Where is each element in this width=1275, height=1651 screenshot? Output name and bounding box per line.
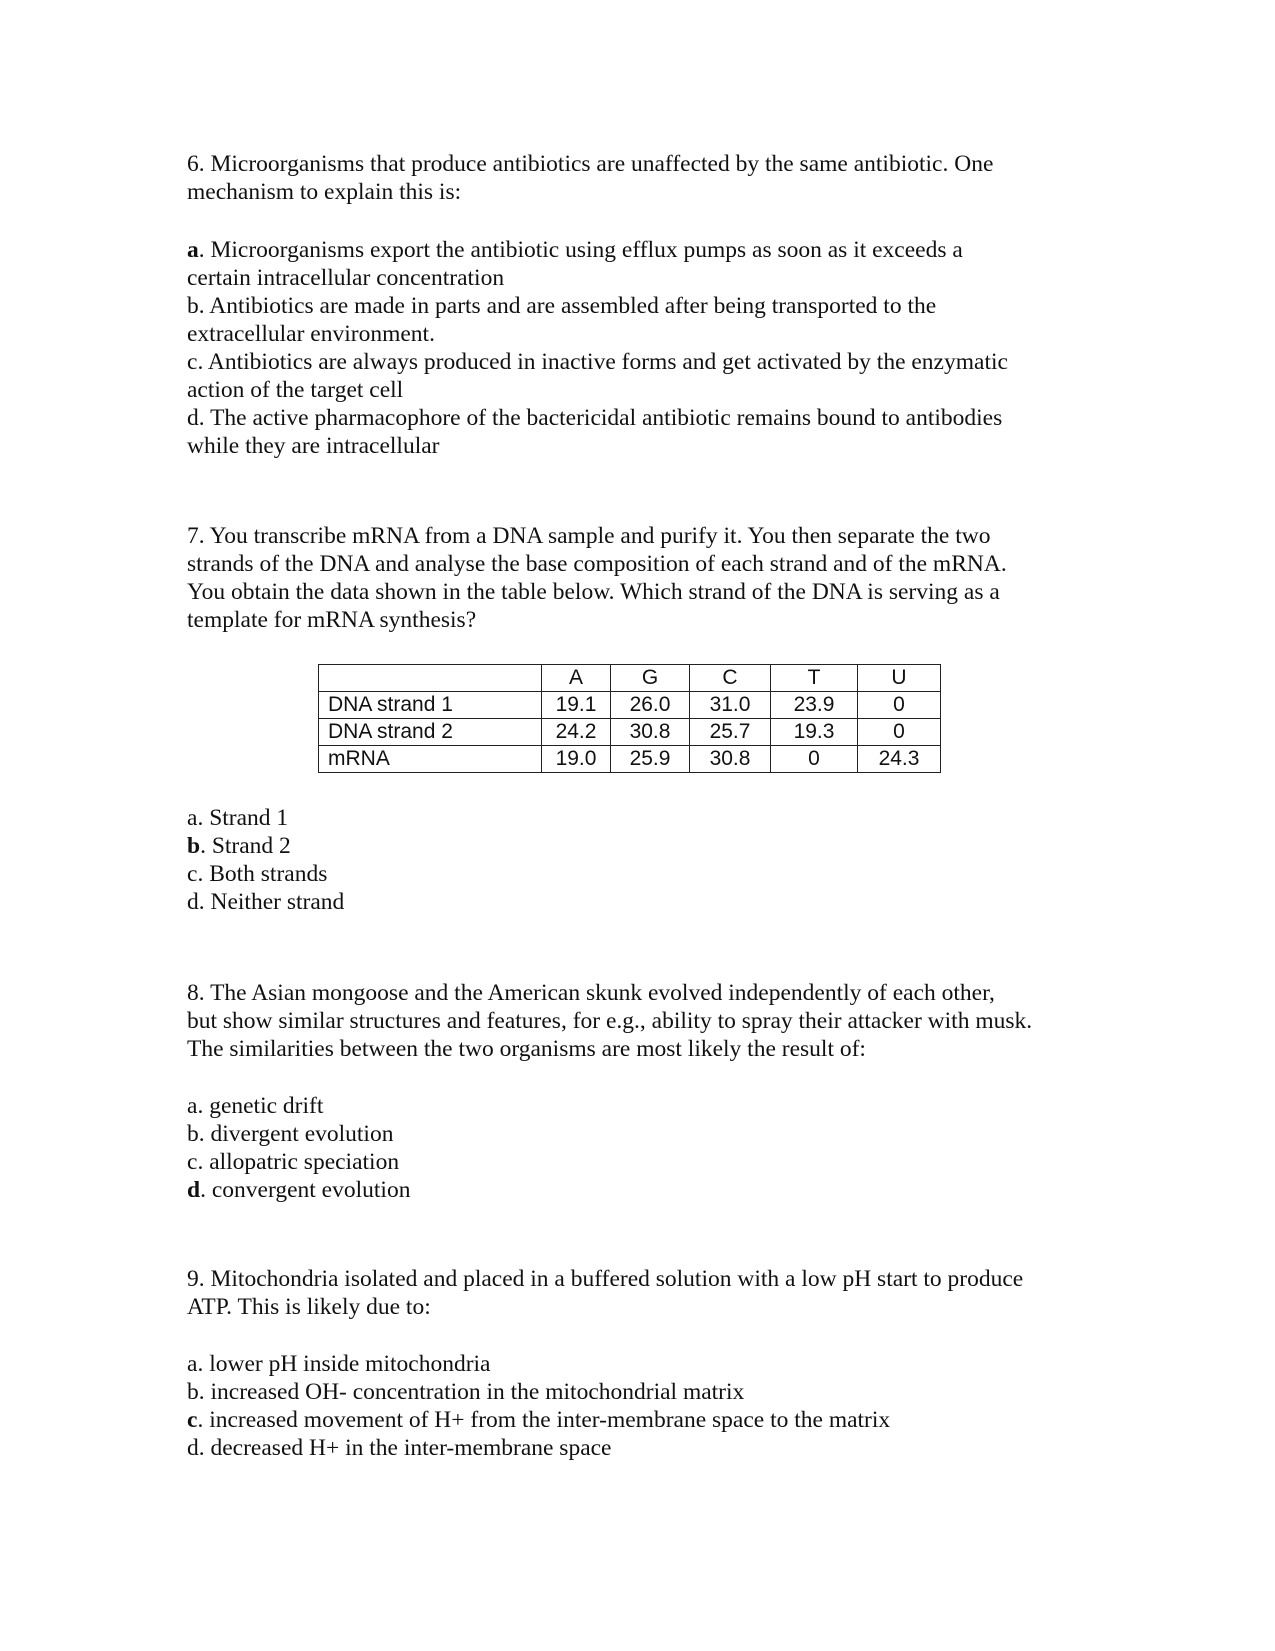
table-cell: 30.8: [611, 719, 690, 746]
option-a: a. genetic drift: [187, 1093, 324, 1119]
table-cell: 19.3: [771, 719, 858, 746]
table-cell: 24.2: [542, 719, 611, 746]
table-cell: 25.7: [690, 719, 771, 746]
option-d: d. decreased H+ in the inter-membrane space: [187, 1435, 612, 1461]
table-cell: 0: [858, 692, 941, 719]
question-line: template for mRNA synthesis?: [187, 607, 477, 633]
table-cell: 30.8: [690, 746, 771, 773]
question-7-stem: [187, 522, 1087, 634]
table-cell: 26.0: [611, 692, 690, 719]
question-line: mechanism to explain this is:: [187, 179, 462, 205]
option-d-continued: while they are intracellular: [187, 433, 440, 459]
question-line: The similarities between the two organisms are most likely the result of:: [187, 1036, 866, 1062]
option-d: d. Neither strand: [187, 889, 345, 915]
table-header-row: [319, 665, 941, 692]
option-d: d. convergent evolution: [187, 1177, 411, 1203]
table-row: [319, 719, 941, 746]
table-cell: 0: [771, 746, 858, 773]
table-header-cell: T: [771, 665, 858, 692]
option-b: b. increased OH- concentration in the mitochondrial matrix: [187, 1379, 745, 1405]
base-composition-table: [318, 664, 941, 773]
question-line: 9. Mitochondria isolated and placed in a buffered solution with a low pH start to produce: [187, 1266, 1024, 1292]
question-6-options: [187, 236, 1087, 460]
table-header-cell: G: [611, 665, 690, 692]
table-row: [319, 746, 941, 773]
question-7-options: [187, 804, 1087, 916]
option-c: c. increased movement of H+ from the inter-membrane space to the matrix: [187, 1407, 891, 1433]
question-9-stem: [187, 1265, 1087, 1321]
table-row-label: mRNA: [319, 746, 542, 773]
option-a: a. lower pH inside mitochondria: [187, 1351, 491, 1377]
option-d: d. The active pharmacophore of the bactericidal antibiotic remains bound to antibodies: [187, 405, 1003, 431]
option-a: a. Microorganisms export the antibiotic using efflux pumps as soon as it exceeds a: [187, 237, 963, 263]
table-header-cell: C: [690, 665, 771, 692]
option-b: b. divergent evolution: [187, 1121, 394, 1147]
option-c: c. Antibiotics are always produced in inactive forms and get activated by the enzymatic: [187, 349, 1008, 375]
option-b: b. Strand 2: [187, 833, 291, 859]
question-line: 6. Microorganisms that produce antibiotics are unaffected by the same antibiotic. One: [187, 151, 994, 177]
table-cell: 23.9: [771, 692, 858, 719]
question-9-options: [187, 1350, 1087, 1462]
question-line: 7. You transcribe mRNA from a DNA sample and purify it. You then separate the two: [187, 523, 991, 549]
option-b: b. Antibiotics are made in parts and are assembled after being transported to the: [187, 293, 937, 319]
option-c: c. Both strands: [187, 861, 328, 887]
table-cell: 25.9: [611, 746, 690, 773]
question-8-options: [187, 1092, 1087, 1204]
option-c: c. allopatric speciation: [187, 1149, 400, 1175]
question-line: but show similar structures and features, for e.g., ability to spray their attacker with musk.: [187, 1008, 1033, 1034]
option-c-continued: action of the target cell: [187, 377, 404, 403]
question-6-stem: [187, 150, 1087, 206]
table-row-label: DNA strand 1: [319, 692, 542, 719]
question-line: ATP. This is likely due to:: [187, 1294, 431, 1320]
question-8-stem: [187, 979, 1087, 1063]
table-cell: 0: [858, 719, 941, 746]
table-row-label: DNA strand 2: [319, 719, 542, 746]
option-b-continued: extracellular environment.: [187, 321, 435, 347]
question-line: strands of the DNA and analyse the base composition of each strand and of the mRNA.: [187, 551, 1007, 577]
question-line: 8. The Asian mongoose and the American skunk evolved independently of each other,: [187, 980, 995, 1006]
table-header-cell: U: [858, 665, 941, 692]
table-header-empty: [319, 665, 542, 692]
question-line: You obtain the data shown in the table below. Which strand of the DNA is serving as a: [187, 579, 1000, 605]
table-header-cell: A: [542, 665, 611, 692]
option-a: a. Strand 1: [187, 805, 289, 831]
table-cell: 31.0: [690, 692, 771, 719]
table-row: [319, 692, 941, 719]
table-cell: 24.3: [858, 746, 941, 773]
table-cell: 19.0: [542, 746, 611, 773]
table-cell: 19.1: [542, 692, 611, 719]
option-a-continued: certain intracellular concentration: [187, 265, 505, 291]
